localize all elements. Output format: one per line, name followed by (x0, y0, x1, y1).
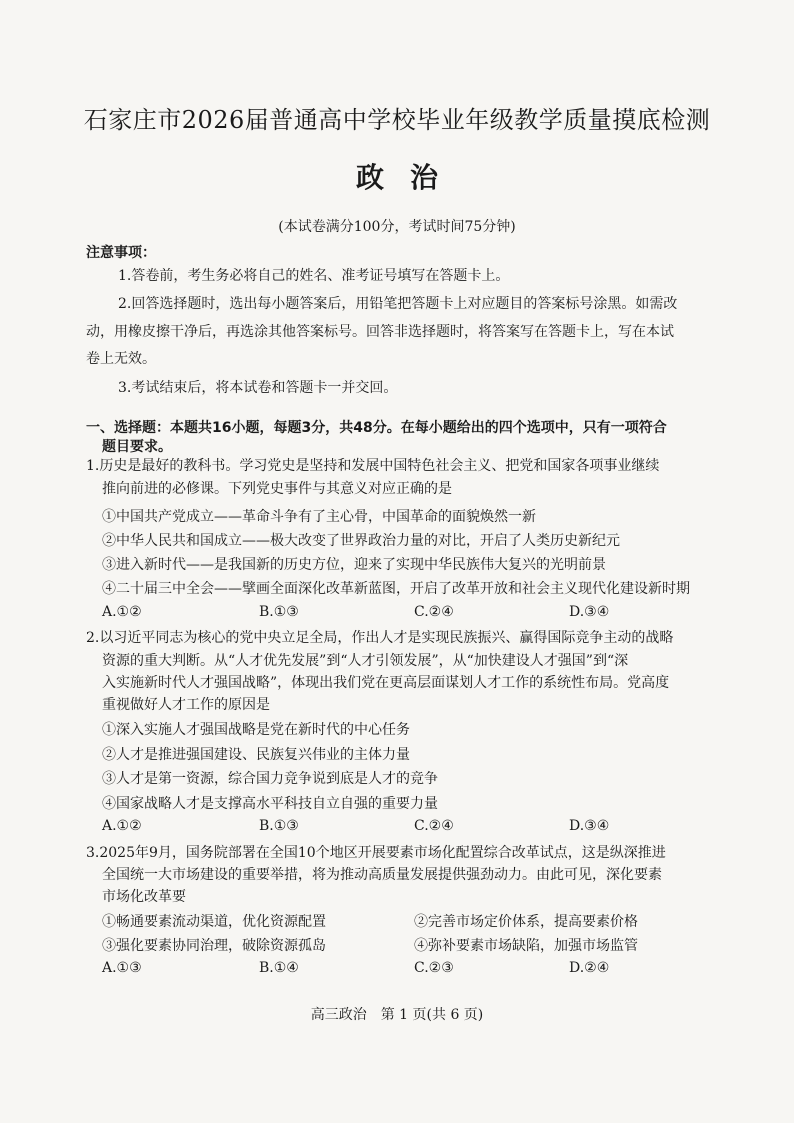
question-option: ②中华人民共和国成立——极大改变了世界政治力量的对比，开启了人类历史新纪元 (102, 533, 620, 549)
notice-item: 卷上无效。 (86, 351, 156, 367)
question-stem: 推向前进的必修课。下列党史事件与其意义对应正确的是 (102, 481, 452, 497)
answer-choice: B.①④ (259, 960, 299, 976)
subject-title: 政治 (355, 161, 464, 194)
notice-item: 动，用橡皮擦干净后，再选涂其他答案标号。回答非选择题时，将答案写在答题卡上，写在本试 (86, 324, 674, 340)
answer-choice: C.②③ (414, 960, 454, 976)
notice-item: 3.考试结束后，将本试卷和答题卡一并交回。 (118, 380, 398, 396)
answer-choice: D.②④ (569, 960, 610, 976)
question-stem: 市场化改革要 (102, 889, 186, 905)
answer-choice: A.①③ (102, 960, 142, 976)
question-option: ①深入实施人才强国战略是党在新时代的中心任务 (102, 722, 410, 738)
section-heading: 一、选择题：本题共16小题，每题3分，共48分。在每小题给出的四个选项中，只有一项符合 (86, 420, 667, 436)
question-stem: 1.历史是最好的教科书。学习党史是坚持和发展中国特色社会主义、把党和国家各项事业继续 (86, 458, 660, 474)
answer-choice: D.③④ (569, 604, 610, 620)
question-option: ③进入新时代——是我国新的历史方位，迎来了实现中华民族伟大复兴的光明前景 (102, 557, 606, 573)
question-stem: 入实施新时代人才强国战略”，体现出我们党在更高层面谋划人才工作的系统性布局。党高度 (102, 675, 670, 691)
question-option: ①畅通要素流动渠道，优化资源配置 (102, 914, 326, 930)
section-heading-cont: 题目要求。 (102, 439, 172, 455)
answer-choice: A.①② (102, 604, 142, 620)
notice-item: 2.回答选择题时，选出每小题答案后，用铅笔把答题卡上对应题目的答案标号涂黑。如需改 (118, 296, 678, 312)
question-stem: 重视做好人才工作的原因是 (102, 697, 270, 713)
question-option: ②完善市场定价体系，提高要素价格 (414, 914, 638, 930)
question-option: ④弥补要素市场缺陷，加强市场监管 (414, 938, 638, 954)
question-stem: 全国统一大市场建设的重要举措，将为推动高质量发展提供强劲动力。由此可见，深化要素 (102, 867, 662, 883)
question-option: ③强化要素协同治理，破除资源孤岛 (102, 938, 326, 954)
answer-choice: C.②④ (414, 604, 454, 620)
answer-choice: D.③④ (569, 818, 610, 834)
question-option: ①中国共产党成立——革命斗争有了主心骨，中国革命的面貌焕然一新 (102, 509, 536, 525)
question-stem: 3.2025年9月，国务院部署在全国10个地区开展要素市场化配置综合改革试点，这是纵深推进 (86, 845, 666, 861)
exam-info: (本试卷满分100分，考试时间75分钟) (278, 219, 516, 235)
answer-choice: C.②④ (414, 818, 454, 834)
answer-choice: A.①② (102, 818, 142, 834)
answer-choice: B.①③ (259, 818, 299, 834)
question-option: ④二十届三中全会——擘画全面深化改革新蓝图，开启了改革开放和社会主义现代化建设新时期 (102, 581, 690, 597)
notice-heading: 注意事项： (86, 245, 156, 261)
question-option: ③人才是第一资源，综合国力竞争说到底是人才的竞争 (102, 771, 438, 787)
answer-choice: B.①③ (259, 604, 299, 620)
question-option: ④国家战略人才是支撑高水平科技自立自强的重要力量 (102, 796, 438, 812)
notice-item: 1.答卷前，考生务必将自己的姓名、准考证号填写在答题卡上。 (118, 268, 510, 284)
question-stem: 2.以习近平同志为核心的党中央立足全局，作出人才是实现民族振兴、赢得国际竞争主动的战略 (86, 630, 674, 646)
question-option: ②人才是推进强国建设、民族复兴伟业的主体力量 (102, 747, 410, 763)
page-footer: 高三政治 第 1 页(共 6 页) (310, 1007, 484, 1023)
exam-title: 石家庄市2026届普通高中学校毕业年级教学质量摸底检测 (83, 106, 711, 134)
question-stem: 资源的重大判断。从“人才优先发展”到“人才引领发展”，从“加快建设人才强国”到“深 (102, 653, 629, 669)
